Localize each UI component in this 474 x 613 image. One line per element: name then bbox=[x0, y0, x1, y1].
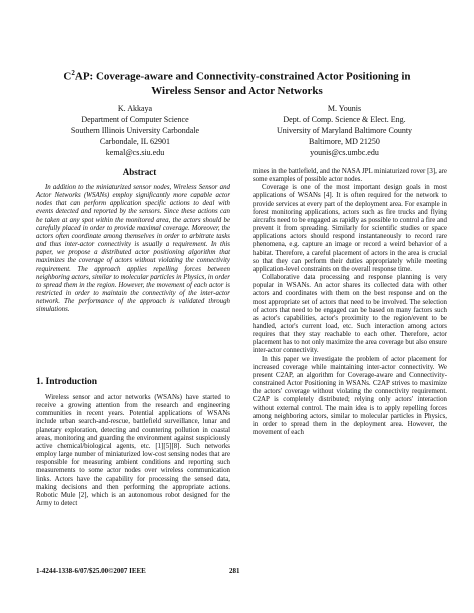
author-name: M. Younis bbox=[327, 104, 362, 113]
author-dept: Dept. of Comp. Science & Elect. Eng. bbox=[283, 115, 406, 124]
title-line2: Wireless Sensor and Actor Networks bbox=[151, 84, 323, 97]
author-email[interactable]: younis@cs.umbc.edu bbox=[310, 148, 379, 157]
introduction-body bbox=[36, 394, 230, 508]
title-c: C bbox=[63, 70, 72, 83]
author-email[interactable]: kemal@cs.siu.edu bbox=[105, 148, 165, 157]
page-number: 281 bbox=[229, 567, 240, 575]
author-name: K. Akkaya bbox=[117, 104, 153, 113]
intro-paragraph: Wireless sensor and actor networks (WSANs) have started to receive a growing attention from the research and engineering communities in recent years. Potential applications of WSANs include urban search-and-rescue, battlefield surveillance, lunar and planetary exploration, detecting and countering pollution in coastal areas, monitoring and guarding the environment against suspiciously active chemical/biological agents, etc. [1][5][8]. Such networks employ large number of miniaturized low-cost sensing nodes that are responsible for measuring ambient conditions and reporting such measurements to some actor nodes over wireless communication links. Actors have the capability for processing the sensed data, making decisions and then performing the appropriate actions. Robotic Mule [2], which is an autonomous robot designed for the Army to detect bbox=[36, 394, 230, 508]
abstract-heading: Abstract bbox=[122, 167, 157, 177]
right-paragraph: Collaborative data processing and response planning is very popular in WSANs. An actor shares its collected data with other actors and coordinates with them on the best response and on the most appropriate set of actors that need to be involved. The selection of actors that need to be engaged can be based on many factors such as actor's capabilities, actor's proximity to the region/event to be handled, actor's current load, etc. Such interaction among actors requires that they stay reachable to each other. Therefore, actor placement has to not only maximize the area coverage but also ensure inter-actor connectivity. bbox=[253, 274, 447, 355]
abstract-paragraph: In addition to the miniaturized sensor nodes, Wireless Sensor and Actor Networks (WSANs) employ significantly more capable actor nodes that can perform application specific actions to deal with events detected and reported by the sensors. Since these actions can be taken at any spot within the monitored area, the actors should be carefully placed in order to provide maximal coverage. Moreover, the actors often coordinate among themselves in order to arbitrate tasks and thus inter-actor connectivity is usually a requirement. In this paper, we propose a distributed actor positioning algorithm that maximizes the coverage of actors without violating the connectivity requirement. The approach applies repelling forces between neighboring actors, similar to molecular particles in Physics, in order to spread them in the region. However, the movement of each actor is restricted in order to maintain the connectivity of the inter-actor network. The performance of the approach is validated through simulations. bbox=[36, 184, 230, 314]
author-dept: Department of Computer Science bbox=[81, 115, 189, 124]
introduction-heading: 1. Introduction bbox=[36, 377, 98, 387]
author-university: Southern Illinois University Carbondale bbox=[70, 126, 200, 135]
author-block-1 bbox=[50, 103, 220, 158]
author-block-2 bbox=[252, 103, 437, 158]
author-university: University of Maryland Baltimore County bbox=[276, 126, 413, 135]
right-paragraph: Coverage is one of the most important design goals in most applications of WSANs [4]. It is often required for the network to provide services at every part of the deployment area. For example in forest monitoring applications, actors such as fire trucks and flying aircrafts need to be engaged as rapidly as possible to control a fire and prevent it from spreading. Similarly for scientific studies or space applications actors should respond instantaneously to record rare phenomena, e.g. capture an image or record a weird behavior of a habitat. Therefore, a careful placement of actors in the area is crucial so that they can perform their duties appropriately while meeting application-level constraints on the overall response time. bbox=[253, 184, 447, 273]
author-city: Baltimore, MD 21250 bbox=[309, 137, 380, 146]
right-column bbox=[253, 168, 447, 437]
title-line1-rest: AP: Coverage-aware and Connectivity-constrained Actor Positioning in bbox=[74, 70, 411, 83]
abstract-body bbox=[36, 184, 230, 315]
right-paragraph: mines in the battlefield, and the NASA JPL miniaturized rover [3], are some examples of possible actor nodes. bbox=[253, 168, 447, 184]
author-city: Carbondale, IL 62901 bbox=[99, 137, 171, 146]
title-superscript: 2 bbox=[71, 69, 75, 77]
right-paragraph: In this paper we investigate the problem of actor placement for increased coverage while maintaining inter-actor connectivity. We present C2AP, an algorithm for Coverage-aware and Connectivity-constrained Actor Positioning in WSANs. C2AP strives to maximize the actors' coverage without violating the connectivity requirement. C2AP is completely distributed; relying only actors' interaction without external control. The main idea is to apply repelling forces among neighboring actors, similar to molecular particles in Physics, in order to spread them in the deployment area. However, the movement of each bbox=[253, 355, 447, 436]
paper-title bbox=[30, 66, 444, 98]
footer-isbn: 1-4244-1338-6/07/$25.00©2007 IEEE bbox=[36, 567, 146, 575]
